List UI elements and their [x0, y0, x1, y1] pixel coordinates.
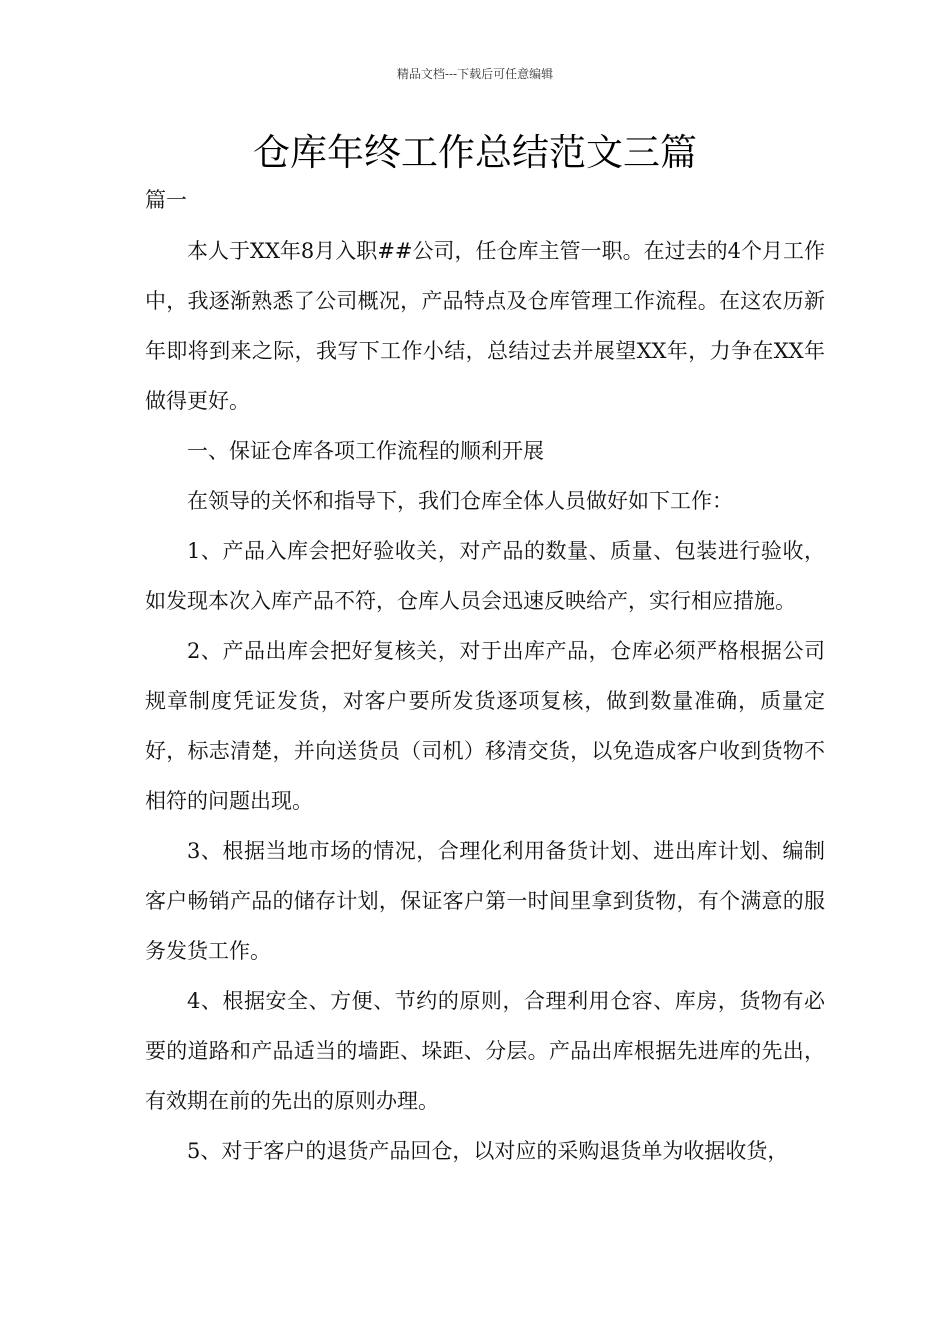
list-item: 2、产品出库会把好复核关，对于出库产品，仓库必须严格根据公司规章制度凭证发货，对客户要所发货逐项复核，做到数量准确，质量定好，标志清楚，并向送货员（司机）移清交货，以免造成客户收到货物不相符的问题出现。: [145, 639, 825, 813]
document-body: [145, 226, 825, 1176]
paragraph: 本人于XX年8月入职##公司，任仓库主管一职。在过去的4个月工作中，我逐渐熟悉了公司概况，产品特点及仓库管理工作流程。在这农历新年即将到来之际，我写下工作小结，总结过去并展望XX年，力争在XX年做得更好。: [145, 239, 825, 413]
list-item: 1、产品入库会把好验收关，对产品的数量、质量、包装进行验收，如发现本次入库产品不符，仓库人员会迅速反映给产，实行相应措施。: [145, 539, 825, 613]
list-item: 4、根据安全、方便、节约的原则，合理利用仓容、库房，货物有必要的道路和产品适当的墙距、垛距、分层。产品出库根据先进库的先出，有效期在前的先出的原则办理。: [145, 989, 825, 1113]
section-heading: 一、保证仓库各项工作流程的顺利开展: [187, 439, 544, 463]
list-item: 3、根据当地市场的情况，合理化利用备货计划、进出库计划、编制客户畅销产品的储存计划，保证客户第一时间里拿到货物，有个满意的服务发货工作。: [145, 839, 825, 963]
section-label: 篇一: [145, 188, 187, 212]
paragraph: 在领导的关怀和指导下，我们仓库全体人员做好如下工作：: [187, 489, 733, 513]
list-item: 5、对于客户的退货产品回仓，以对应的采购退货单为收据收货，: [187, 1139, 789, 1163]
page-header: 精品文档---下载后可任意编辑: [396, 67, 554, 81]
document-title: 仓库年终工作总结范文三篇: [253, 131, 697, 174]
